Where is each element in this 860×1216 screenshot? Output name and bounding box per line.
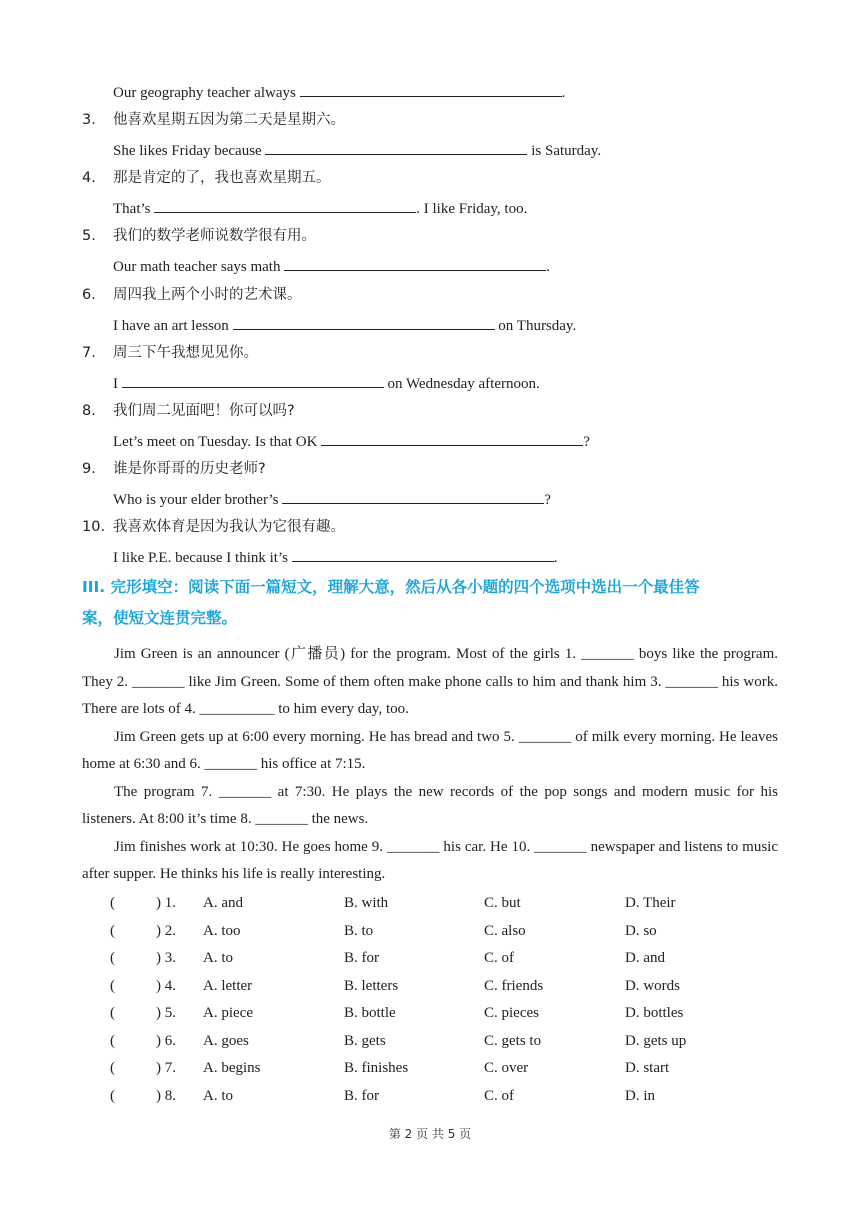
english-answer-line — [113, 547, 557, 568]
answer-blank[interactable] — [233, 315, 495, 330]
question-number: ) 4. — [156, 977, 176, 994]
passage-paragraph: Jim finishes work at 10:30. He goes home 9. _______ his car. He 10. _______ newspaper and listens to music after supper. He thinks his life is really interesting. — [82, 838, 778, 882]
option-d[interactable]: D. gets up — [625, 1032, 687, 1049]
item-number: 3. — [82, 112, 96, 128]
item-number: 6. — [82, 286, 96, 303]
option-a[interactable]: A. letter — [203, 977, 253, 994]
answer-paren[interactable]: ( — [110, 1060, 115, 1076]
english-suffix: . — [546, 259, 550, 276]
option-c[interactable]: C. of — [484, 1087, 514, 1104]
english-prompt: I have an art lesson — [113, 317, 233, 334]
english-answer-line — [113, 198, 527, 219]
option-b[interactable]: B. for — [344, 950, 379, 966]
option-b[interactable]: B. bottle — [344, 1005, 396, 1021]
option-d[interactable]: D. so — [625, 922, 657, 939]
english-prompt: I like P.E. because I think it’s — [113, 550, 292, 567]
option-b[interactable]: B. with — [344, 895, 389, 911]
option-b[interactable]: B. to — [344, 922, 374, 939]
option-a[interactable]: A. too — [203, 922, 241, 939]
chinese-sentence: 他喜欢星期五因为第二天是星期六。 — [113, 112, 345, 128]
answer-paren[interactable]: ( — [110, 922, 115, 939]
option-d[interactable]: D. and — [625, 950, 665, 966]
option-b[interactable]: B. for — [344, 1087, 379, 1104]
item-number: 5. — [82, 228, 96, 245]
english-suffix: . — [553, 550, 558, 567]
answer-paren[interactable]: ( — [110, 1005, 115, 1021]
option-a[interactable]: A. piece — [203, 1005, 253, 1021]
option-a[interactable]: A. to — [203, 1087, 233, 1104]
option-a[interactable]: A. goes — [203, 1032, 249, 1049]
passage-paragraph: The program 7. _______ at 7:30. He plays the new records of the pop songs and modern music for his listeners. At 8:00 it’s time 8. _______ the news. — [82, 783, 778, 827]
option-b[interactable]: B. finishes — [344, 1060, 409, 1076]
english-prompt: Who is your elder brother’s — [113, 492, 283, 509]
english-prompt: Let’s meet on Tuesday. Is that OK — [113, 434, 322, 450]
option-d[interactable]: D. in — [625, 1087, 655, 1104]
option-c[interactable]: C. over — [484, 1060, 529, 1076]
item-number: 9. — [82, 461, 96, 478]
cloze-passage — [82, 641, 778, 889]
answer-paren[interactable]: ( — [110, 977, 115, 994]
answer-blank[interactable] — [284, 256, 546, 271]
answer-paren[interactable]: ( — [110, 950, 115, 966]
question-number: ) 2. — [156, 922, 176, 939]
chinese-sentence: 周三下午我想见见你。 — [113, 344, 258, 361]
option-c[interactable]: C. but — [484, 895, 521, 911]
section-3-title — [82, 572, 782, 634]
item-number: 10. — [82, 519, 106, 536]
item-2-answer-line — [113, 82, 565, 103]
chinese-sentence: 周四我上两个小时的艺术课。 — [113, 286, 302, 303]
item-number: 7. — [82, 344, 96, 361]
option-d[interactable]: D. bottles — [625, 1005, 684, 1021]
answer-blank[interactable] — [122, 373, 384, 388]
chinese-sentence: 那是肯定的了，我也喜欢星期五。 — [113, 170, 331, 187]
english-suffix: ? — [544, 492, 551, 509]
english-answer-line — [113, 373, 540, 394]
option-b[interactable]: B. letters — [344, 977, 399, 994]
question-number: ) 6. — [156, 1032, 176, 1049]
section-3-title-line-1: III. 完形填空：阅读下面一篇短文，理解大意，然后从各小题的四个选项中选出一个最佳答 — [82, 578, 700, 596]
option-d[interactable]: D. words — [625, 977, 680, 994]
english-suffix: . I like Friday, too. — [416, 201, 528, 218]
answer-blank[interactable] — [282, 489, 544, 504]
answer-blank[interactable] — [321, 431, 583, 446]
english-suffix: ? — [583, 434, 590, 450]
english-answer-line — [113, 489, 551, 510]
chinese-sentence: 谁是你哥哥的历史老师? — [113, 461, 266, 478]
question-number: ) 3. — [156, 950, 176, 966]
item-2-suffix: . — [561, 85, 566, 101]
english-prompt: That’s — [113, 201, 155, 218]
english-answer-line — [113, 315, 576, 336]
english-prompt: She likes Friday because — [113, 143, 266, 159]
option-a[interactable]: A. to — [203, 950, 233, 966]
english-prompt: Our math teacher says math — [113, 259, 285, 276]
section-3-title-line-2: 案，使短文连贯完整。 — [82, 609, 238, 627]
answer-paren[interactable]: ( — [110, 1087, 115, 1104]
answer-blank[interactable] — [292, 547, 554, 562]
english-answer-line — [113, 140, 601, 161]
answer-paren[interactable]: ( — [110, 1032, 115, 1049]
passage-paragraph: Jim Green gets up at 6:00 every morning. He has bread and two 5. _______ of milk every morning. He leaves home at 6:30 and 6. _______ his office at 7:15. — [82, 728, 778, 772]
option-a[interactable]: A. begins — [203, 1060, 261, 1076]
option-d[interactable]: D. start — [625, 1060, 670, 1076]
item-2-prompt: Our geography teacher always — [113, 85, 300, 101]
page-footer: 第 2 页 共 5 页 — [388, 1127, 472, 1141]
option-c[interactable]: C. also — [484, 922, 526, 939]
option-c[interactable]: C. friends — [484, 977, 544, 994]
chinese-sentence: 我们周二见面吧！你可以吗? — [113, 403, 295, 419]
option-d[interactable]: D. Their — [625, 895, 676, 911]
option-c[interactable]: C. gets to — [484, 1032, 542, 1049]
item-number: 4. — [82, 170, 96, 187]
option-a[interactable]: A. and — [203, 895, 243, 911]
option-b[interactable]: B. gets — [344, 1032, 386, 1049]
option-c[interactable]: C. pieces — [484, 1005, 539, 1021]
item-number: 8. — [82, 403, 96, 419]
english-suffix: on Wednesday afternoon. — [383, 375, 540, 392]
question-number: ) 1. — [156, 895, 176, 911]
answer-blank[interactable] — [265, 140, 527, 155]
chinese-sentence: 我喜欢体育是因为我认为它很有趣。 — [113, 519, 345, 536]
english-suffix: is Saturday. — [527, 143, 602, 159]
question-number: ) 8. — [156, 1087, 176, 1104]
english-answer-line — [113, 256, 550, 277]
option-c[interactable]: C. of — [484, 950, 514, 966]
question-number: ) 5. — [156, 1005, 176, 1021]
passage-paragraph: Jim Green is an announcer (广播员) for the program. Most of the girls 1. _______ boys like the program. They 2. _______ like Jim Green. Some of them often make phone calls to him and thank him 3. _______ his work. There are lots of 4. __________ to him every day, too. — [82, 646, 778, 717]
question-number: ) 7. — [156, 1060, 176, 1076]
english-prompt: I — [113, 375, 122, 392]
english-answer-line — [113, 431, 590, 452]
chinese-sentence: 我们的数学老师说数学很有用。 — [113, 228, 316, 245]
answer-blank[interactable] — [154, 198, 416, 213]
english-suffix: on Thursday. — [494, 317, 577, 334]
answer-blank[interactable] — [300, 82, 562, 97]
answer-paren[interactable]: ( — [110, 895, 115, 911]
